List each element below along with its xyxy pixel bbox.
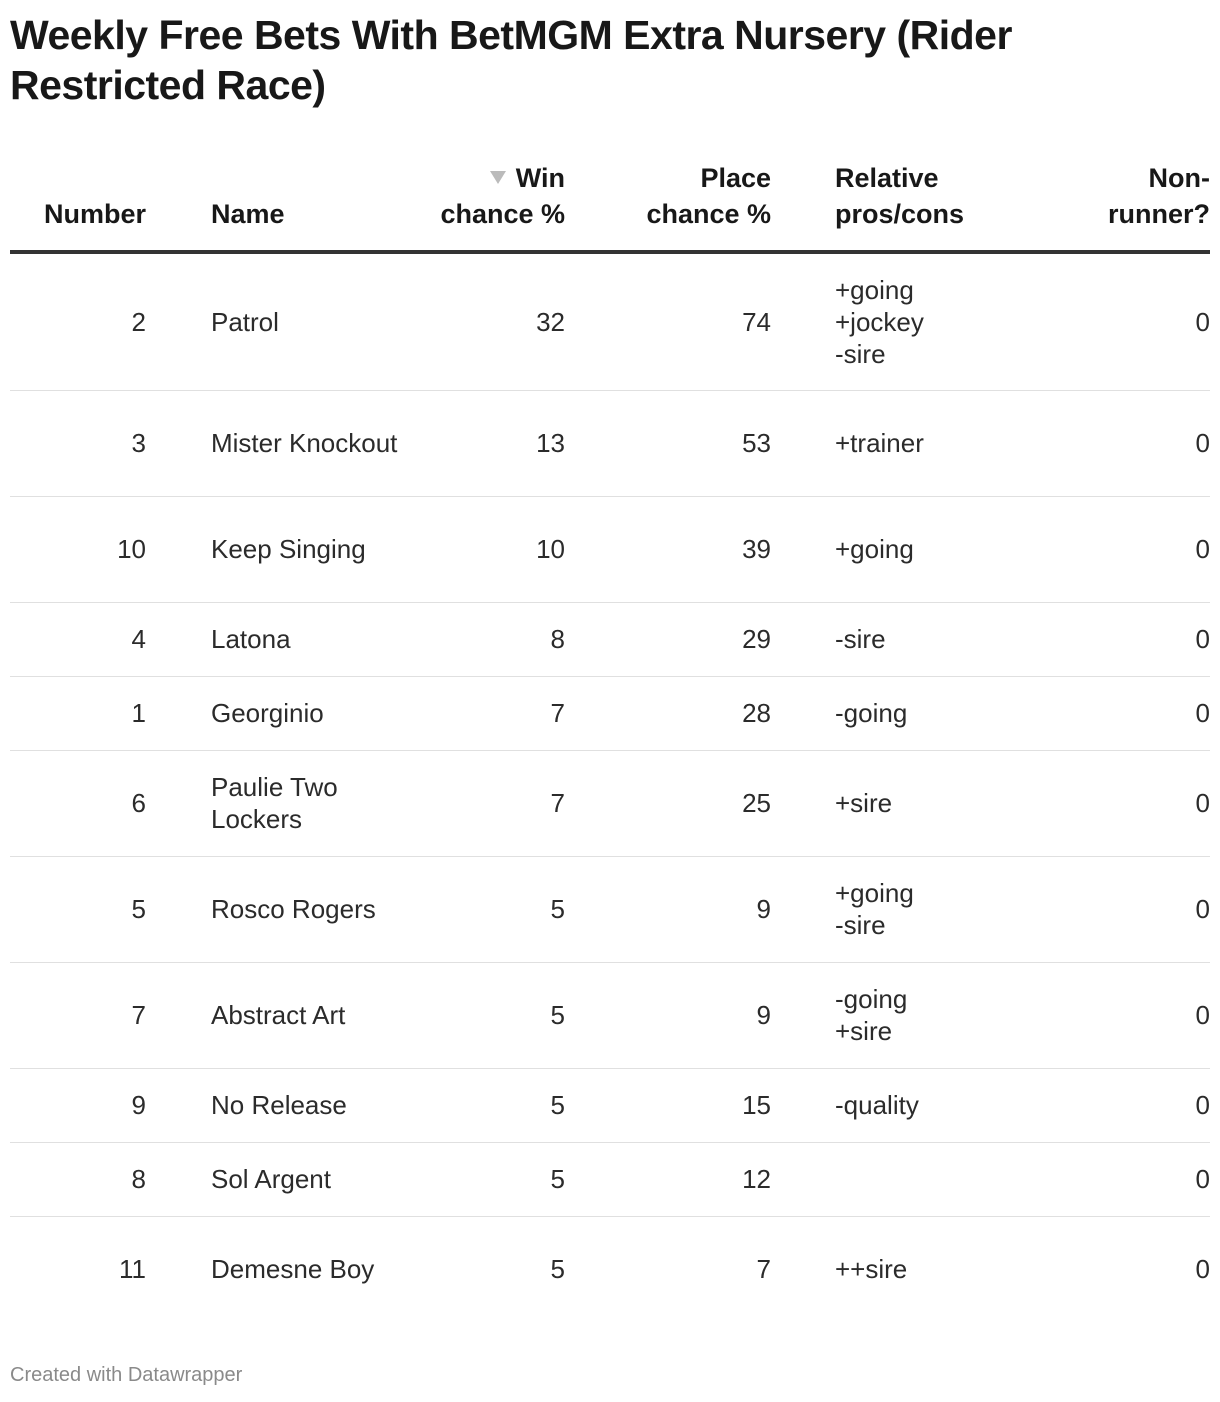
table-row (10, 602, 1210, 676)
column-header-relative[interactable]: Relative pros/cons (835, 163, 965, 229)
cell-win-chance: 5 (550, 894, 565, 924)
cell-name: Rosco Rogers (211, 894, 376, 924)
cell-number: 7 (131, 1000, 146, 1030)
column-header-place-chance[interactable]: Place chance % (646, 163, 771, 229)
cell-name: Mister Knockout (211, 428, 398, 458)
cell-relative: +trainer (835, 428, 924, 458)
cell-place-chance: 9 (756, 894, 771, 924)
cell-win-chance: 5 (550, 1254, 565, 1285)
cell-win-chance: 8 (550, 624, 565, 654)
cell-number: 5 (131, 894, 146, 924)
table-row (10, 962, 1210, 1068)
cell-number: 4 (131, 624, 146, 654)
cell-number: 6 (131, 788, 146, 818)
cell-nonrunner: 0 (1195, 624, 1210, 654)
cell-number: 3 (131, 428, 146, 458)
race-table (10, 160, 1210, 1322)
cell-win-chance: 7 (550, 788, 565, 818)
cell-win-chance: 7 (550, 698, 565, 728)
cell-place-chance: 53 (742, 428, 771, 458)
cell-win-chance: 32 (536, 306, 565, 337)
column-header-number[interactable]: Number (43, 199, 146, 229)
cell-nonrunner: 0 (1195, 698, 1210, 728)
cell-name: Demesne Boy (211, 1254, 375, 1285)
cell-win-chance: 13 (536, 428, 565, 458)
table-row (10, 496, 1210, 602)
cell-place-chance: 28 (742, 698, 771, 728)
sort-desc-icon (490, 171, 506, 184)
table-row (10, 1068, 1210, 1142)
cell-relative (835, 1142, 1035, 1216)
cell-nonrunner: 0 (1195, 1090, 1210, 1120)
cell-nonrunner: 0 (1195, 306, 1210, 337)
cell-win-chance: 10 (536, 534, 565, 564)
table-row (10, 1216, 1210, 1322)
cell-place-chance: 15 (742, 1090, 771, 1120)
cell-name: No Release (211, 1090, 347, 1120)
cell-name: Patrol (211, 306, 279, 337)
table-header-row (10, 160, 1210, 252)
cell-win-chance: 5 (550, 1000, 565, 1030)
cell-relative: +going -sire (835, 878, 914, 940)
cell-nonrunner: 0 (1195, 1164, 1210, 1194)
cell-relative: +sire (835, 788, 893, 818)
table-row (10, 676, 1210, 750)
cell-nonrunner: 0 (1195, 534, 1210, 564)
cell-nonrunner: 0 (1195, 788, 1210, 818)
cell-nonrunner: 0 (1195, 1000, 1210, 1030)
cell-nonrunner: 0 (1195, 428, 1210, 458)
table-row (10, 856, 1210, 962)
cell-name: Latona (211, 624, 291, 654)
cell-place-chance: 74 (742, 306, 771, 337)
table-body (10, 252, 1210, 1322)
cell-win-chance: 5 (550, 1164, 565, 1194)
table-row (10, 1142, 1210, 1216)
cell-place-chance: 39 (742, 534, 771, 564)
cell-relative: -going +sire (835, 984, 908, 1046)
cell-relative: -going (835, 698, 908, 728)
cell-place-chance: 9 (756, 1000, 771, 1030)
cell-relative: +going +jockey -sire (835, 274, 924, 369)
cell-relative: -sire (835, 624, 886, 654)
cell-win-chance: 5 (550, 1090, 565, 1120)
credit-footer: Created with Datawrapper (10, 1364, 243, 1386)
cell-number: 11 (119, 1254, 146, 1285)
table-row (10, 252, 1210, 390)
cell-relative: +going (835, 534, 914, 564)
column-header-nonrunner[interactable]: Non- runner? (1107, 163, 1210, 229)
cell-number: 2 (131, 306, 146, 337)
cell-number: 9 (131, 1090, 146, 1120)
cell-name: Paulie Two Lockers (211, 772, 338, 834)
cell-name: Keep Singing (211, 534, 366, 564)
table-row (10, 390, 1210, 496)
column-header-name[interactable]: Name (211, 199, 285, 229)
cell-number: 1 (131, 698, 146, 728)
cell-name: Abstract Art (211, 1000, 346, 1030)
cell-nonrunner: 0 (1195, 1254, 1210, 1285)
page-title: Weekly Free Bets With BetMGM Extra Nursery (Rider Restricted Race) (10, 12, 1012, 108)
cell-nonrunner: 0 (1195, 894, 1210, 924)
cell-place-chance: 7 (756, 1254, 771, 1285)
column-header-win-chance[interactable]: Win chance % (440, 163, 565, 229)
cell-name: Sol Argent (211, 1164, 331, 1194)
cell-relative: ++sire (835, 1254, 908, 1285)
table-row (10, 750, 1210, 856)
cell-place-chance: 12 (742, 1164, 771, 1194)
cell-relative: -quality (835, 1090, 919, 1120)
cell-place-chance: 25 (742, 788, 771, 818)
cell-number: 8 (131, 1164, 146, 1194)
cell-number: 10 (117, 534, 146, 564)
cell-place-chance: 29 (742, 624, 771, 654)
cell-name: Georginio (211, 698, 324, 728)
